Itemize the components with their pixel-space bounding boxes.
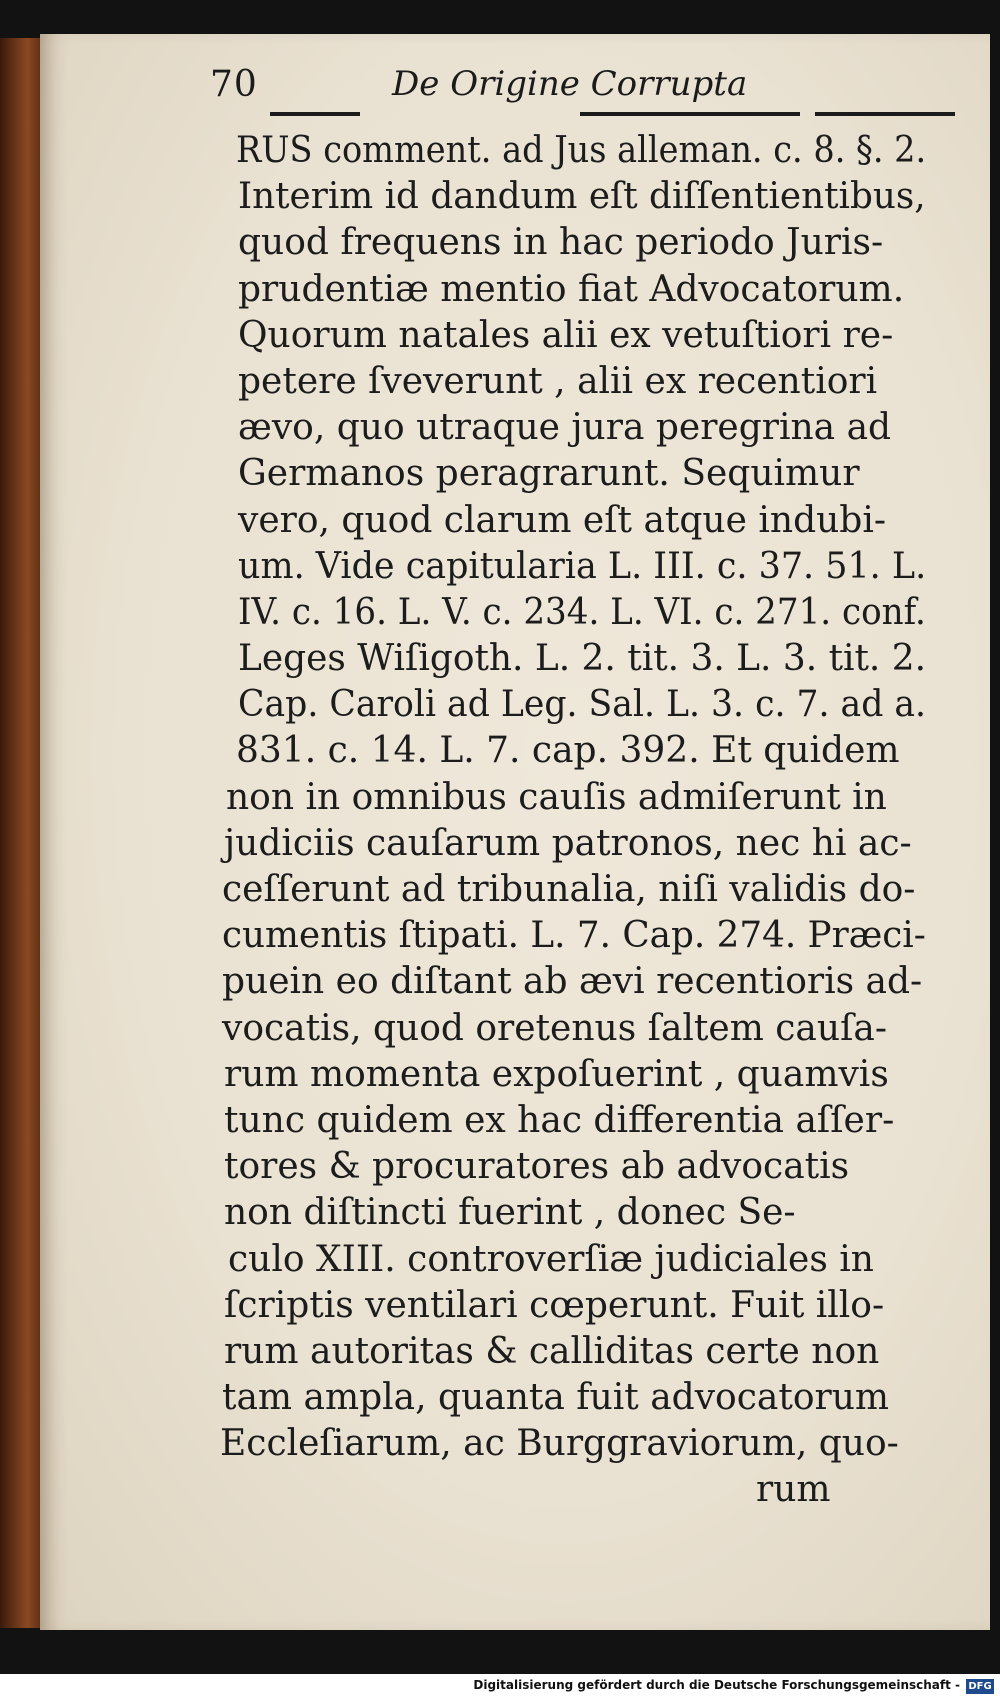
running-title: De Origine Corrupta (392, 64, 748, 104)
text-line: Cap. Caroli ad Leg. Sal. L. 3. c. 7. ad a. (238, 684, 927, 726)
text-line: rum momenta expoſuerint , quamvis (224, 1053, 889, 1095)
footer-credit: Digitalisierung gefördert durch die Deutsche Forschungsgemeinschaft - (473, 1678, 960, 1692)
text-line: culo XIII. controverſiæ judiciales in (228, 1238, 874, 1280)
header-rule-left (270, 112, 360, 116)
text-line: Eccleſiarum, ac Burggraviorum, quo- (220, 1423, 899, 1465)
text-line: tam ampla, quanta fuit advocatorum (222, 1377, 890, 1419)
page-number: 70 (210, 64, 258, 105)
text-line: vocatis, quod oretenus ſaltem cauſa- (222, 1007, 888, 1049)
text-line: tores & procuratores ab advocatis (224, 1146, 850, 1188)
text-line: prudentiæ mentio fiat Advocatorum. (238, 268, 905, 310)
dfg-logo: DFG (966, 1679, 994, 1694)
text-line: RUS comment. ad Jus alleman. c. 8. §. 2. (236, 130, 927, 171)
text-line: ſcriptis ventilari cœperunt. Fuit illo- (224, 1284, 885, 1326)
text-line: cumentis ſtipati. L. 7. Cap. 274. Præci- (222, 915, 926, 957)
text-line: 831. c. 14. L. 7. cap. 392. Et quidem (236, 730, 900, 772)
text-line: um. Vide capitularia L. III. c. 37. 51. L. (238, 545, 927, 587)
text-line: non in omnibus cauſis admiſerunt in (226, 776, 887, 818)
text-line: rum autoritas & calliditas certe non (224, 1330, 880, 1372)
text-line: Leges Wiſigoth. L. 2. tit. 3. L. 3. tit. 2. (238, 638, 927, 680)
text-line: judiciis cauſarum patronos, nec hi ac- (224, 822, 912, 864)
text-line: petere ſveverunt , alii ex recentiori (238, 360, 878, 402)
text-line: tunc quidem ex hac differentia aſſer- (224, 1099, 895, 1141)
text-line: quod frequens in hac periodo Juris- (238, 222, 884, 264)
body-text (196, 128, 936, 1514)
text-line: Germanos peragrarunt. Sequimur (238, 453, 860, 495)
text-line: Interim id dandum eſt diſſentientibus, (238, 176, 926, 218)
text-line: rum (756, 1469, 831, 1511)
text-line: puein eo diſtant ab ævi recentioris ad- (222, 961, 923, 1003)
text-line: IV. c. 16. L. V. c. 234. L. VI. c. 271. conf. (238, 591, 926, 633)
header-rule-middle (580, 112, 800, 116)
text-line: Quorum natales alii ex vetuſtiori re- (238, 314, 894, 356)
text-line: ævo, quo utraque jura peregrina ad (238, 407, 892, 449)
header-rule-right (815, 112, 955, 116)
text-line: ceſſerunt ad tribunalia, niſi validis do- (222, 869, 916, 910)
footer-bar (0, 1674, 1000, 1700)
text-line: vero, quod clarum eſt atque indubi- (238, 499, 887, 541)
text-line: non diſtincti fuerint , donec Se- (224, 1192, 796, 1234)
